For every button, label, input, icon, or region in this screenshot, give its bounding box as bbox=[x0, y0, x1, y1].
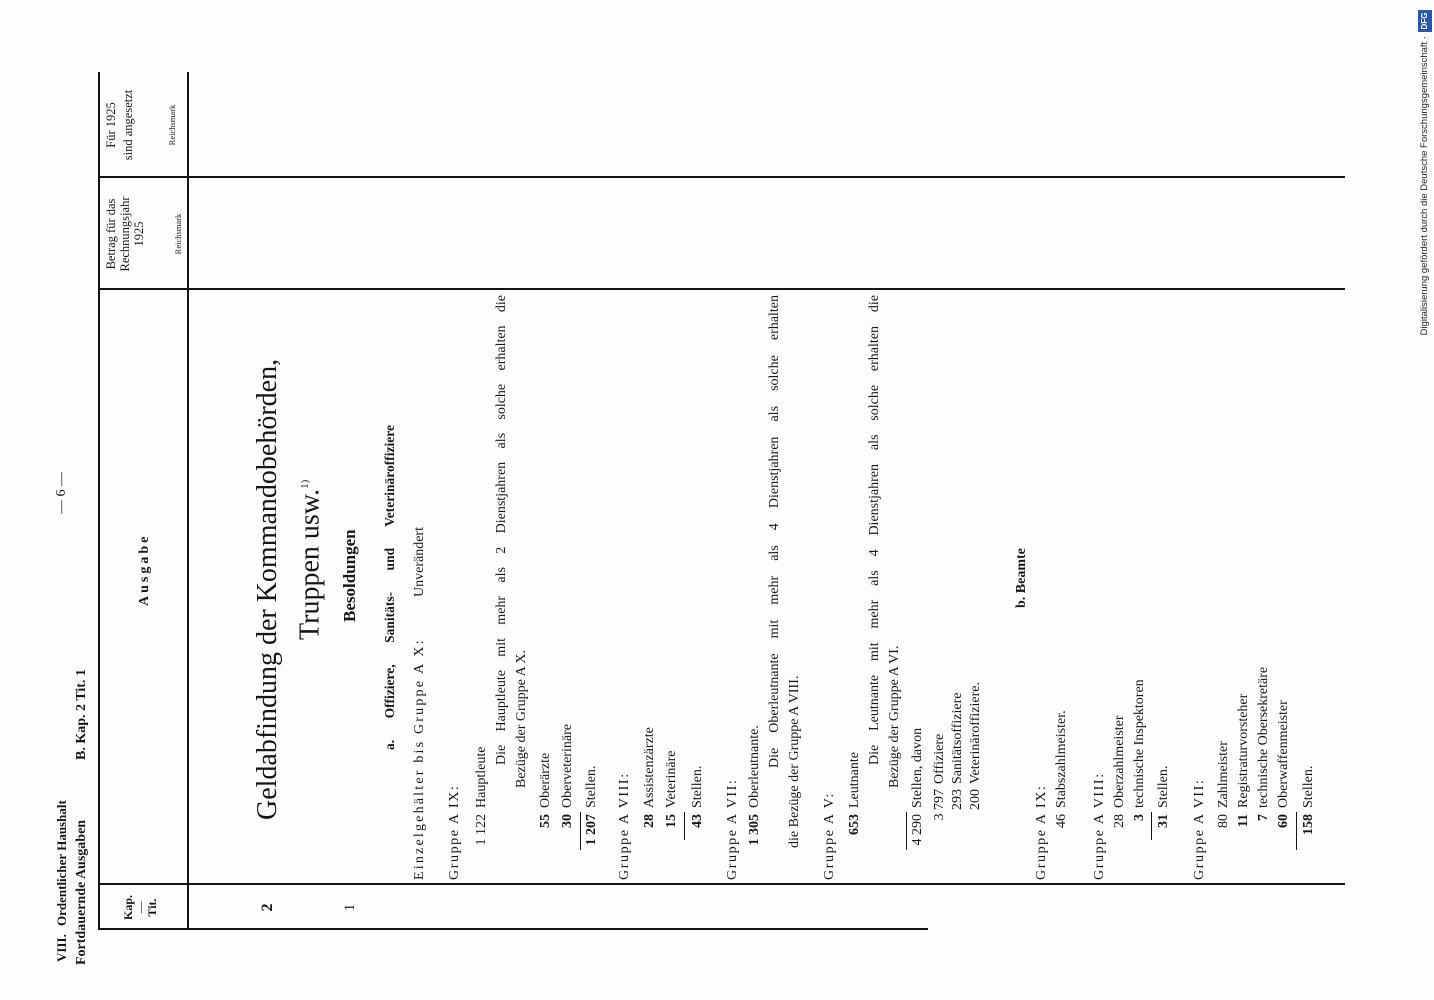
row-label: Assistenzärzte bbox=[642, 727, 657, 808]
group-note-line1: Die Leutnante mit mehr als 4 Dienstjahren als solche erhalten die bbox=[867, 295, 882, 765]
sum-rule bbox=[1296, 812, 1297, 850]
entry-title-line2 bbox=[289, 480, 326, 640]
column-header-betrag-unit: Reichsmark bbox=[173, 213, 183, 255]
row-label: Registraturvorsteher bbox=[1236, 693, 1251, 808]
row-count: 7 bbox=[1256, 814, 1271, 821]
group-label: Gruppe A IX: bbox=[1034, 784, 1049, 880]
total-label: Stellen, davon bbox=[910, 727, 925, 808]
breakdown-label: Sanitätsoffiziere bbox=[950, 692, 965, 784]
row-label: technische Obersekretäre bbox=[1256, 666, 1271, 808]
column-header-angesetzt-line2: sind angesetzt bbox=[121, 89, 135, 161]
column-header-separator: — bbox=[133, 901, 147, 914]
digitization-credit: Digitalisierung gefördert durch die Deutsche Forschungsgemeinschaft · bbox=[1419, 36, 1430, 336]
entry-title-line2-text: Truppen usw. bbox=[294, 488, 326, 640]
group-label: Gruppe A VIII: bbox=[617, 772, 632, 880]
officers-heading: a. Offiziere, Sanitäts- und Veterinäroffiziere bbox=[382, 425, 397, 750]
kap-number: 2 bbox=[259, 903, 276, 912]
group-label: Gruppe A VII: bbox=[1192, 778, 1207, 880]
row-count: 11 bbox=[1236, 814, 1251, 828]
row-label: Oberwaffenmeister bbox=[1276, 700, 1291, 808]
total-label: Stellen. bbox=[690, 765, 705, 808]
total-label: Stellen. bbox=[1156, 765, 1171, 808]
column-rule-ausgabe bbox=[98, 288, 1345, 290]
row-count: 3 bbox=[1132, 814, 1147, 821]
officials-heading: b. Beamte bbox=[1014, 548, 1029, 608]
row-label: Stabszahlmeister. bbox=[1054, 710, 1069, 808]
row-label: Hauptleute bbox=[474, 746, 489, 808]
officers-note-spaced: Einzelgehälter bis Gruppe A X: bbox=[412, 638, 427, 880]
group-note-line2: Bezüge der Gruppe A VI. bbox=[887, 645, 902, 788]
column-header-ausgabe: Ausgabe bbox=[137, 533, 152, 606]
footnote-ref: 1) bbox=[299, 479, 311, 489]
header-budget: Ordentlicher Haushalt bbox=[54, 800, 69, 926]
group-label: Gruppe A V: bbox=[822, 792, 837, 880]
table-header-rule bbox=[187, 72, 189, 930]
group-note-line1: Die Hauptleute mit mehr als 2 Dienstjahren als solche erhalten die bbox=[494, 295, 509, 765]
breakdown-count: 293 bbox=[950, 789, 965, 810]
group-label: Gruppe A VII: bbox=[725, 778, 740, 880]
row-count: 60 bbox=[1276, 814, 1291, 828]
row-label: Oberleutnante. bbox=[747, 725, 762, 808]
breakdown-count: 3 797 bbox=[932, 789, 947, 821]
row-label: Oberveterinäre bbox=[560, 724, 575, 808]
row-count: 46 bbox=[1054, 814, 1069, 828]
tit-number: 1 bbox=[342, 903, 358, 912]
group-label: Gruppe A IX: bbox=[447, 784, 462, 880]
officers-note-value: Unverändert bbox=[412, 527, 427, 597]
row-label: Oberärzte bbox=[538, 752, 553, 808]
total-label: Stellen. bbox=[584, 765, 599, 808]
row-count: 15 bbox=[664, 814, 679, 828]
group-note-line2: die Bezüge der Gruppe A VIII. bbox=[787, 675, 802, 848]
group-label: Gruppe A VIII: bbox=[1092, 772, 1107, 880]
sum-rule bbox=[580, 812, 581, 850]
header-reference: B. Kap. 2 Tit. 1 bbox=[74, 669, 89, 760]
column-rule-kap bbox=[98, 883, 1345, 885]
total-count: 1 207 bbox=[584, 814, 599, 846]
column-header-tit: Tit. bbox=[145, 898, 159, 917]
table-left-rule bbox=[98, 928, 928, 930]
entry-title-line1: Geldabfindung der Kommandobehörden, bbox=[252, 358, 283, 820]
column-header-kap: Kap. bbox=[121, 895, 135, 921]
row-count: 1 305 bbox=[747, 814, 762, 846]
row-label: Oberzahlmeister bbox=[1112, 715, 1127, 808]
column-header-angesetzt-unit: Reichsmark bbox=[167, 104, 177, 146]
row-count: 1 122 bbox=[474, 814, 489, 846]
group-note-line2: Bezüge der Gruppe A X. bbox=[514, 649, 529, 788]
column-header-betrag-line1: Betrag für das bbox=[104, 198, 118, 270]
row-count: 55 bbox=[538, 814, 553, 828]
row-label: technische Inspektoren bbox=[1132, 679, 1147, 808]
row-count: 28 bbox=[1112, 814, 1127, 828]
page-number: — 6 — bbox=[54, 472, 69, 514]
row-count: 80 bbox=[1216, 814, 1231, 828]
sum-rule bbox=[906, 812, 907, 850]
total-count: 43 bbox=[690, 814, 705, 828]
total-count: 158 bbox=[1301, 814, 1316, 835]
row-count: 653 bbox=[847, 814, 862, 835]
total-count: 4 290 bbox=[910, 814, 925, 846]
sum-rule bbox=[684, 812, 685, 840]
row-count: 28 bbox=[642, 814, 657, 828]
column-header-angesetzt-line1: Für 1925 bbox=[104, 102, 118, 148]
table-top-rule bbox=[98, 72, 100, 930]
header-section: Fortdauernde Ausgaben bbox=[74, 819, 89, 965]
total-count: 31 bbox=[1156, 814, 1171, 828]
breakdown-label: Offiziere bbox=[932, 733, 947, 784]
row-label: Zahlmeister bbox=[1216, 741, 1231, 808]
section-heading: Besoldungen bbox=[340, 529, 359, 622]
column-header-betrag-line2: Rechnungsjahr bbox=[118, 196, 132, 272]
row-label: Leutnante bbox=[847, 752, 862, 808]
sum-rule bbox=[1151, 812, 1152, 840]
column-rule-betrag bbox=[98, 176, 1345, 178]
row-count: 30 bbox=[560, 814, 575, 828]
breakdown-label: Veterinäroffiziere. bbox=[968, 682, 983, 784]
total-label: Stellen. bbox=[1301, 765, 1316, 808]
column-header-betrag-line3: 1925 bbox=[132, 221, 146, 247]
group-note-line1: Die Oberleutnante mit mehr als 4 Dienstjahren als solche erhalten bbox=[767, 295, 782, 768]
dfg-logo: DFG bbox=[1418, 10, 1432, 32]
breakdown-count: 200 bbox=[968, 789, 983, 810]
row-label: Veterinäre bbox=[664, 750, 679, 808]
header-part: VIII. bbox=[54, 934, 69, 962]
